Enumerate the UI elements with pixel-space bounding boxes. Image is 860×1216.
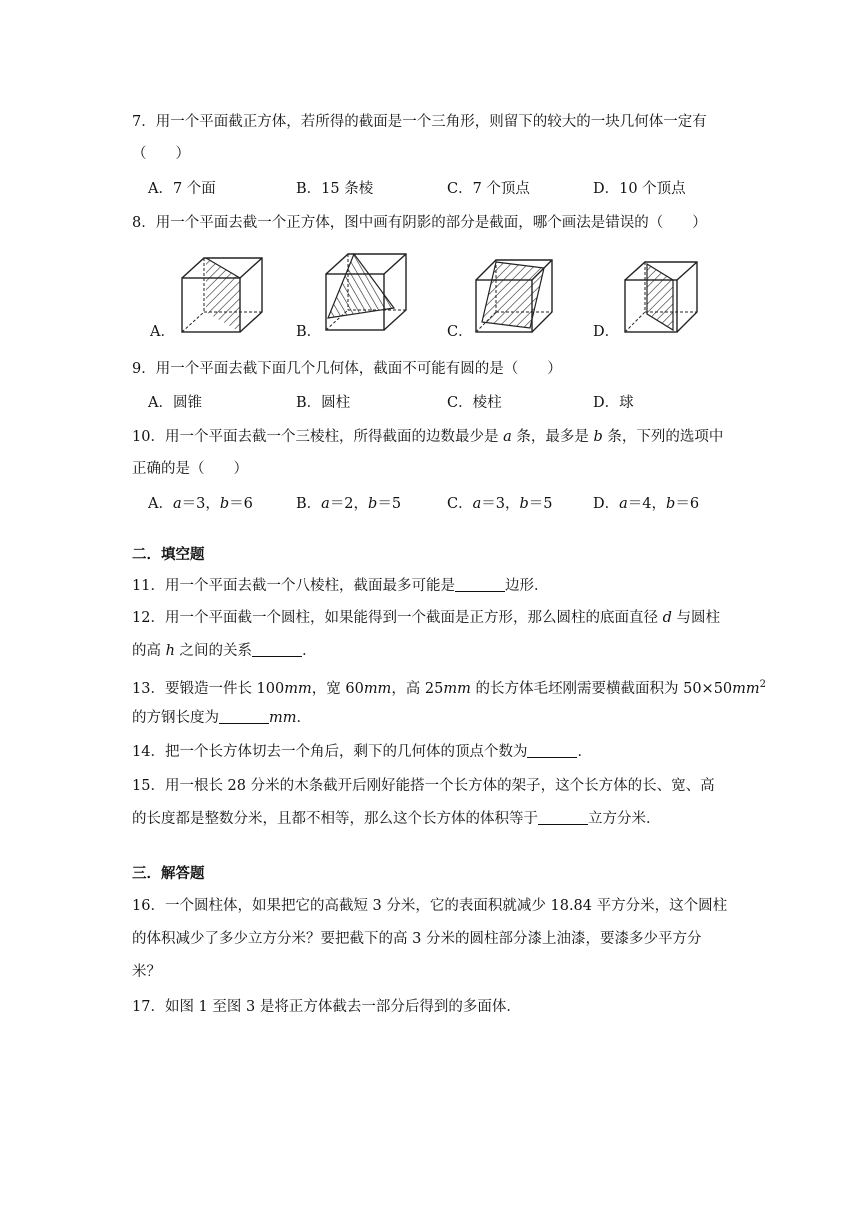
option-prefix: C． <box>447 496 473 512</box>
question-9-option-a: A．圆锥 <box>148 395 202 411</box>
question-16-text: 16．一个圆柱体，如果把它的高截短 3 分米，它的表面积就减少 18.84 平方分米，这个圆柱 <box>132 898 728 914</box>
cube-label-d: D． <box>593 324 620 340</box>
question-10-option-b <box>296 494 401 514</box>
question-16-text-line3: 米？ <box>132 964 161 980</box>
question-16-text-line2: 的体积减少了多少立方分米？要把截下的高 3 分米的圆柱部分漆上油漆，要漆多少平方分 <box>132 931 702 947</box>
section-heading-answer: 三．解答题 <box>132 865 205 882</box>
question-14-text <box>132 742 592 762</box>
unit-mm: mm <box>269 710 297 726</box>
variable-h: h <box>165 643 175 659</box>
question-12-text-part: ． <box>302 643 317 659</box>
variable-a: a <box>503 429 512 445</box>
section-heading-fill-in: 二．填空题 <box>132 546 205 563</box>
question-13-text-line2 <box>132 708 311 728</box>
option-value: ＝6 <box>675 496 700 512</box>
question-11-text <box>132 576 548 596</box>
question-17-text: 17．如图 1 至图 3 是将正方体截去一部分后得到的多面体． <box>132 999 521 1015</box>
question-12-text-part: 12．用一个平面截一个圆柱，如果能得到一个截面是正方形，那么圆柱的底面直径 <box>132 610 663 626</box>
question-12-text-line2 <box>132 641 317 661</box>
question-13-text-part: 的方钢长度为 <box>132 710 219 726</box>
question-9-option-d: D．球 <box>593 395 634 411</box>
question-12-text-part: 之间的关系 <box>174 643 253 659</box>
question-11-text-part: 边形． <box>504 578 549 594</box>
question-12-text <box>132 608 720 628</box>
question-10-text-line2: 正确的是（ ） <box>132 461 248 477</box>
answer-blank[interactable] <box>455 577 505 592</box>
question-7-option-b: B．15 条棱 <box>296 181 374 197</box>
question-8-text: 8．用一个平面去截一个正方体，图中画有阴影的部分是截面，哪个画法是错误的（ ） <box>132 215 707 231</box>
question-13-text-part: 13．要锻造一件长 100 <box>132 680 285 697</box>
option-prefix: D． <box>593 496 620 512</box>
variable-a: a <box>321 496 330 512</box>
answer-blank[interactable] <box>252 642 302 657</box>
unit-mm: mm <box>732 680 760 697</box>
question-7-option-c: C．7 个顶点 <box>447 181 530 197</box>
question-13-text-part: ，高 25 <box>391 680 444 697</box>
question-10-text <box>132 427 723 447</box>
option-value: ＝5 <box>528 496 553 512</box>
option-value: ＝5 <box>377 496 402 512</box>
variable-a: a <box>619 496 628 512</box>
unit-mm: mm <box>284 680 312 697</box>
option-value: ＝3， <box>481 496 520 512</box>
option-value: ＝3， <box>181 496 220 512</box>
exponent: 2 <box>759 679 767 690</box>
question-9-text: 9．用一个平面去截下面几个几何体，截面不可能有圆的是（ ） <box>132 361 562 377</box>
cube-label-a: A． <box>150 324 175 340</box>
question-12-text-part: 的高 <box>132 643 166 659</box>
unit-mm: mm <box>443 680 471 697</box>
question-9-option-c: C．棱柱 <box>447 395 502 411</box>
cube-figure-c <box>474 258 554 334</box>
question-7-option-a: A．7 个面 <box>148 181 216 197</box>
question-15-text: 15．用一根长 28 分米的木条截开后刚好能搭一个长方体的架子，这个长方体的长、宽、高 <box>132 778 715 794</box>
question-14-text-part: ． <box>577 744 592 760</box>
cube-label-c: C． <box>447 324 473 340</box>
question-13-text-part: 的长方体毛坯刚需要横截面积为 50×50 <box>470 680 733 697</box>
question-13-text-part: ，宽 60 <box>311 680 364 697</box>
question-10-text-part: 条，最多是 <box>511 429 594 445</box>
cube-figure-a <box>180 256 264 334</box>
question-14-text-part: 14．把一个长方体切去一个角后，剩下的几何体的顶点个数为 <box>132 744 528 760</box>
unit-mm: mm <box>363 680 392 697</box>
variable-b: b <box>593 429 603 445</box>
variable-a: a <box>472 496 482 512</box>
option-value: ＝2， <box>329 496 369 512</box>
variable-b: b <box>368 496 378 512</box>
option-value: ＝4， <box>627 496 667 512</box>
question-10-option-d <box>593 494 699 514</box>
variable-b: b <box>219 496 230 512</box>
option-value: ＝6 <box>229 496 253 512</box>
question-7-text: 7．用一个平面截正方体，若所得的截面是一个三角形，则留下的较大的一块几何体一定有 <box>132 114 707 130</box>
question-15-text-line2 <box>132 809 661 829</box>
answer-blank[interactable] <box>527 743 577 758</box>
question-12-text-part: 与圆柱 <box>671 610 720 626</box>
question-15-text-part: 的长度都是整数分米，且都不相等，那么这个长方体的体积等于 <box>132 811 538 827</box>
question-10-text-part: 条，下列的选项中 <box>602 429 724 445</box>
cube-figure-b <box>324 252 408 332</box>
variable-d: d <box>662 610 672 626</box>
question-11-text-part: 11．用一个平面去截一个八棱柱，截面最多可能是 <box>132 578 455 594</box>
question-15-text-part: 立方分米． <box>588 811 661 827</box>
option-prefix: A． <box>148 496 173 512</box>
question-10-option-c <box>447 494 553 514</box>
cube-figure-d <box>623 260 699 334</box>
question-13-text <box>132 675 766 699</box>
question-9-option-b: B．圆柱 <box>296 395 351 411</box>
cube-label-b: B． <box>296 324 322 340</box>
variable-a: a <box>172 496 182 512</box>
question-10-option-a <box>148 494 253 514</box>
question-10-text-part: 10．用一个平面去截一个三棱柱，所得截面的边数最少是 <box>132 429 504 445</box>
question-7-option-d: D．10 个顶点 <box>593 181 686 197</box>
question-13-text-part: ． <box>296 710 311 726</box>
option-prefix: B． <box>296 496 322 512</box>
question-7-paren: （ ） <box>132 146 190 162</box>
answer-blank[interactable] <box>219 709 269 724</box>
variable-b: b <box>666 496 676 512</box>
answer-blank[interactable] <box>538 810 588 825</box>
variable-b: b <box>519 496 529 512</box>
